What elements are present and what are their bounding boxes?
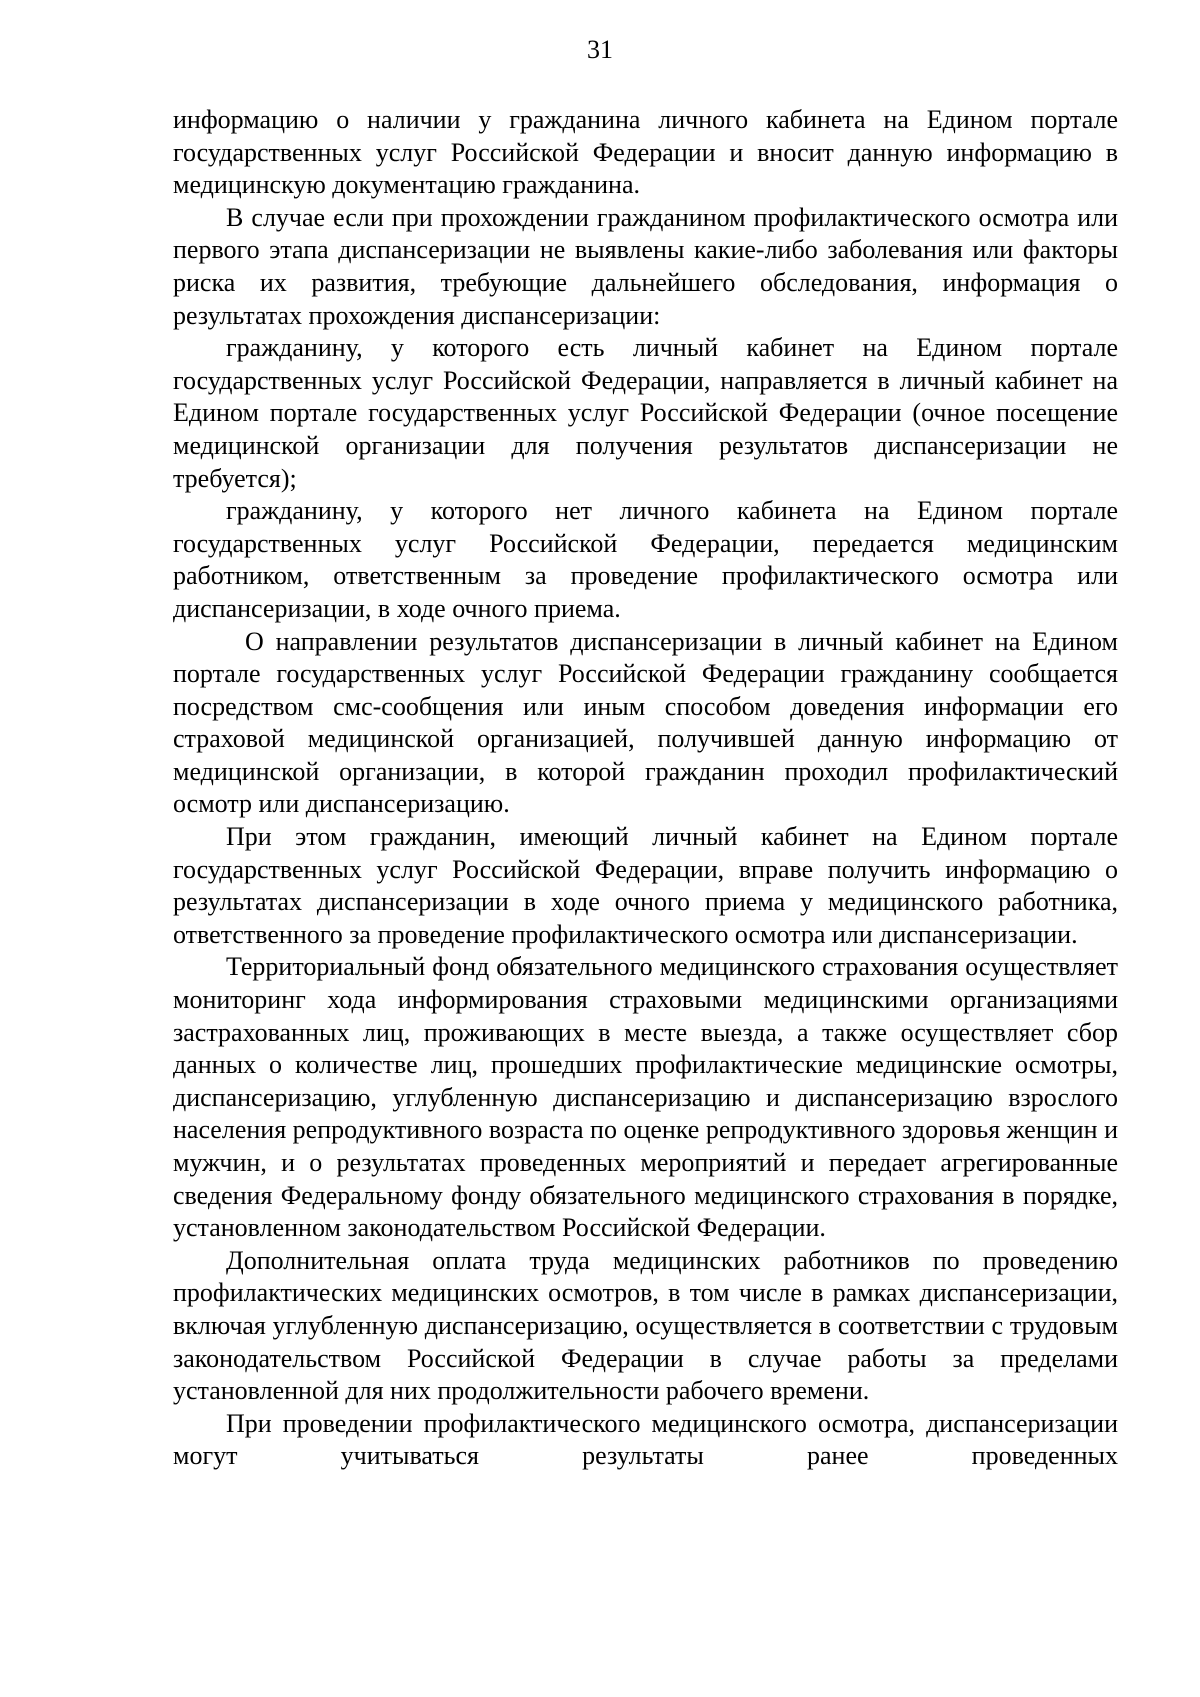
- paragraph: Территориальный фонд обязательного медицинского страхования осуществляет мониторинг хода информирования страховыми медицинскими организациями застрахованных лиц, проживающих в месте выезда, а также осуществляет сбор данных о количестве лиц, прошедших профилактические медицинские осмотры, диспансеризацию, углубленную диспансеризацию и диспансеризацию взрослого населения репродуктивного возраста по оценке репродуктивного здоровья женщин и мужчин, и о результатах проведенных мероприятий и передает агрегированные сведения Федеральному фонду обязательного медицинского страхования в порядке, установленном законодательством Российской Федерации.: [173, 952, 1119, 1243]
- paragraph: В случае если при прохождении гражданином профилактического осмотра или первого этапа диспансеризации не выявлены какие-либо заболевания или факторы риска их развития, требующие дальнейшего обследования, информация о результатах прохождения диспансеризации:: [173, 202, 1118, 330]
- page-number: 31: [587, 35, 613, 64]
- paragraph-continued: При проведении профилактического медицинского осмотра, диспансеризации могут учитываться результаты ранее проведенных: [173, 1408, 1118, 1471]
- paragraph-continuation: информацию о наличии у гражданина личного кабинета на Едином портале государственных услуг Российской Федерации и вносит данную информацию в медицинскую документацию гражданина.: [173, 105, 1118, 200]
- paragraph: Дополнительная оплата труда медицинских работников по проведению профилактических медицинских осмотров, в том числе в рамках диспансеризации, включая углубленную диспансеризацию, осуществляется в соответствии с трудовым законодательством Российской Федерации в случае работы за пределами установленной для них продолжительности рабочего времени.: [173, 1245, 1118, 1406]
- paragraph: О направлении результатов диспансеризации в личный кабинет на Едином портале государственных услуг Российской Федерации гражданину сообщается посредством смс-сообщения или иным способом доведения информации его страховой медицинской организацией, получившей данную информацию от медицинской организации, в которой гражданин проходил профилактический осмотр или диспансеризацию.: [173, 626, 1118, 819]
- paragraph: При этом гражданин, имеющий личный кабинет на Едином портале государственных услуг Российской Федерации, вправе получить информацию о результатах диспансеризации в ходе очного приема у медицинского работника, ответственного за проведение профилактического осмотра или диспансеризации.: [173, 822, 1118, 949]
- document-body: [173, 104, 1118, 1473]
- paragraph: гражданину, у которого есть личный кабинет на Едином портале государственных услуг Российской Федерации, направляется в личный кабинет на Едином портале государственных услуг Российской Федерации (очное посещение медицинской организации для получения результатов диспансеризации не требуется);: [173, 333, 1118, 493]
- paragraph: гражданину, у которого нет личного кабинета на Едином портале государственных услуг Российской Федерации, передается медицинским работником, ответственным за проведение профилактического осмотра или диспансеризации, в ходе очного приема.: [173, 496, 1118, 623]
